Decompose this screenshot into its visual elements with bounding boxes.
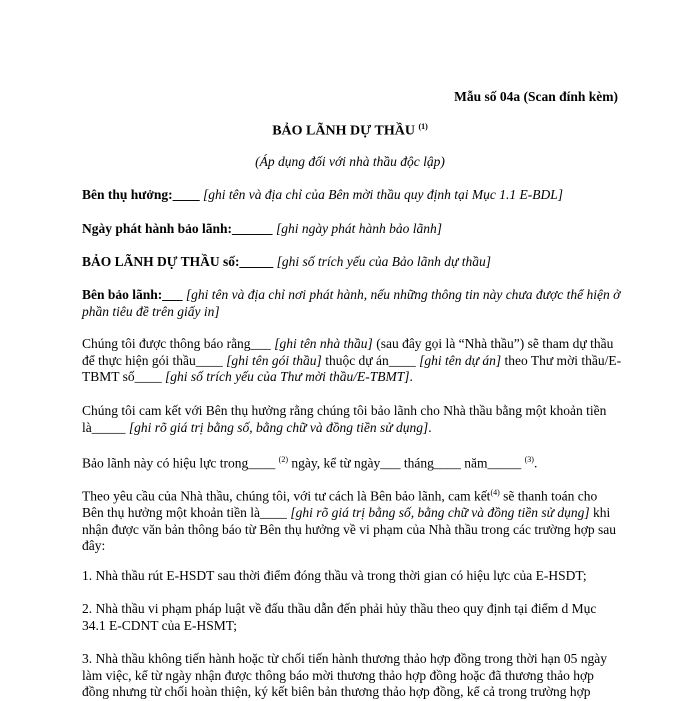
beneficiary-field [82, 187, 622, 204]
text-run: sẽ thanh toán cho Bên thụ hưởng một khoản tiền là____ [82, 488, 598, 520]
document-subtitle: (Áp dụng đối với nhà thầu độc lập) [255, 154, 445, 169]
placeholder-project-name: [ghi tên dự án] [419, 352, 502, 368]
text-run: Bảo lãnh này có hiệu lực trong____ [82, 455, 279, 471]
placeholder-package-name: [ghi tên gói thầu] [226, 352, 322, 368]
text-run: khi nhận được văn bản thông báo từ Bên thụ hưởng về vi phạm của Nhà thầu trong các trường hợp sau đây: [82, 505, 616, 553]
placeholder-amount: [ghi rõ giá trị bằng số, bằng chữ và đồng tiền sử dụng] [290, 505, 590, 520]
placeholder-contractor-name: [ghi tên nhà thầu] [274, 336, 373, 351]
beneficiary-label: Bên thụ hưởng:____ [82, 187, 200, 202]
footnote-marker: (3) [524, 455, 534, 464]
issue-date-field [82, 221, 622, 238]
guarantee-number-hint: [ghi số trích yếu của Bảo lãnh dự thầu] [273, 254, 491, 269]
title-text: BẢO LÃNH DỰ THẦU [272, 123, 415, 139]
text-run: Chúng tôi được thông báo rằng___ [82, 336, 275, 351]
text-run: theo Thư mời thầu/E-TBMT số____ [82, 352, 622, 384]
placeholder-invitation-number: [ghi số trích yếu của Thư mời thầu/E-TBMT] [165, 369, 410, 384]
paragraph-commitment [82, 403, 622, 436]
footnote-marker: (4) [490, 488, 500, 497]
paragraph-validity [82, 452, 622, 472]
issue-date-hint: [ghi ngày phát hành bảo lãnh] [272, 221, 443, 236]
placeholder-amount: [ghi rõ giá trị bằng số, bằng chữ và đồng tiền sử dụng] [128, 419, 429, 435]
text-run: Theo yêu cầu của Nhà thầu, chúng tôi, với tư cách là Bên bảo lãnh, cam kết [82, 488, 491, 504]
title-footnote-marker: (1) [418, 122, 428, 131]
text-run: . [428, 419, 432, 435]
text-run: Chúng tôi cam kết với Bên thụ hưởng rằng chúng tôi bảo lãnh cho Nhà thầu bằng một khoản tiền là_____ [82, 403, 607, 435]
list-item-2: 2. Nhà thầu vi phạm pháp luật về đấu thầu dẫn đến phải hủy thầu theo quy định tại điểm d Mục 34.1 E-CDNT của E-HSMT; [82, 601, 597, 633]
form-code: Mẫu số 04a (Scan đính kèm) [454, 89, 618, 104]
text-run: ngày, kể từ ngày___ tháng____ năm_____ [287, 455, 525, 471]
text-run: . [409, 369, 413, 384]
text-run: (sau đây gọi là “Nhà thầu”) sẽ tham dự thầu để thực hiện gói thầu____ [82, 336, 614, 368]
footnote-marker: (2) [278, 455, 288, 464]
paragraph-notification [82, 336, 622, 386]
guarantee-number-field [82, 254, 622, 271]
text-run: . [533, 455, 538, 471]
issue-date-label: Ngày phát hành bảo lãnh:______ [82, 221, 273, 236]
guarantor-hint: [ghi tên và địa chỉ nơi phát hành, nếu những thông tin này chưa được thể hiện ở phần tiêu đề trên giấy in] [82, 287, 621, 319]
document-title [0, 122, 700, 140]
beneficiary-hint: [ghi tên và địa chỉ của Bên mời thầu quy định tại Mục 1.1 E-BDL] [199, 187, 564, 202]
list-item-3: 3. Nhà thầu không tiến hành hoặc từ chối tiến hành thương thảo hợp đồng trong thời hạn 05 ngày làm việc, kể từ ngày nhận được thông báo mời thương thảo hợp đồng hoặc đã thương thảo hợp đồng nhưng từ chối hoàn thiện, ký kết biên bản thương thảo hợp đồng, kể cả trong trường hợp [82, 651, 607, 699]
guarantee-number-label: BẢO LÃNH DỰ THẦU số:_____ [82, 254, 274, 269]
paragraph-request [82, 485, 622, 555]
list-item-1: 1. Nhà thầu rút E-HSDT sau thời điểm đóng thầu và trong thời gian có hiệu lực của E-HSDT; [82, 568, 587, 583]
text-run: thuộc dự án____ [321, 352, 420, 368]
guarantor-label: Bên bảo lãnh:___ [82, 287, 183, 302]
guarantor-field [82, 287, 622, 320]
